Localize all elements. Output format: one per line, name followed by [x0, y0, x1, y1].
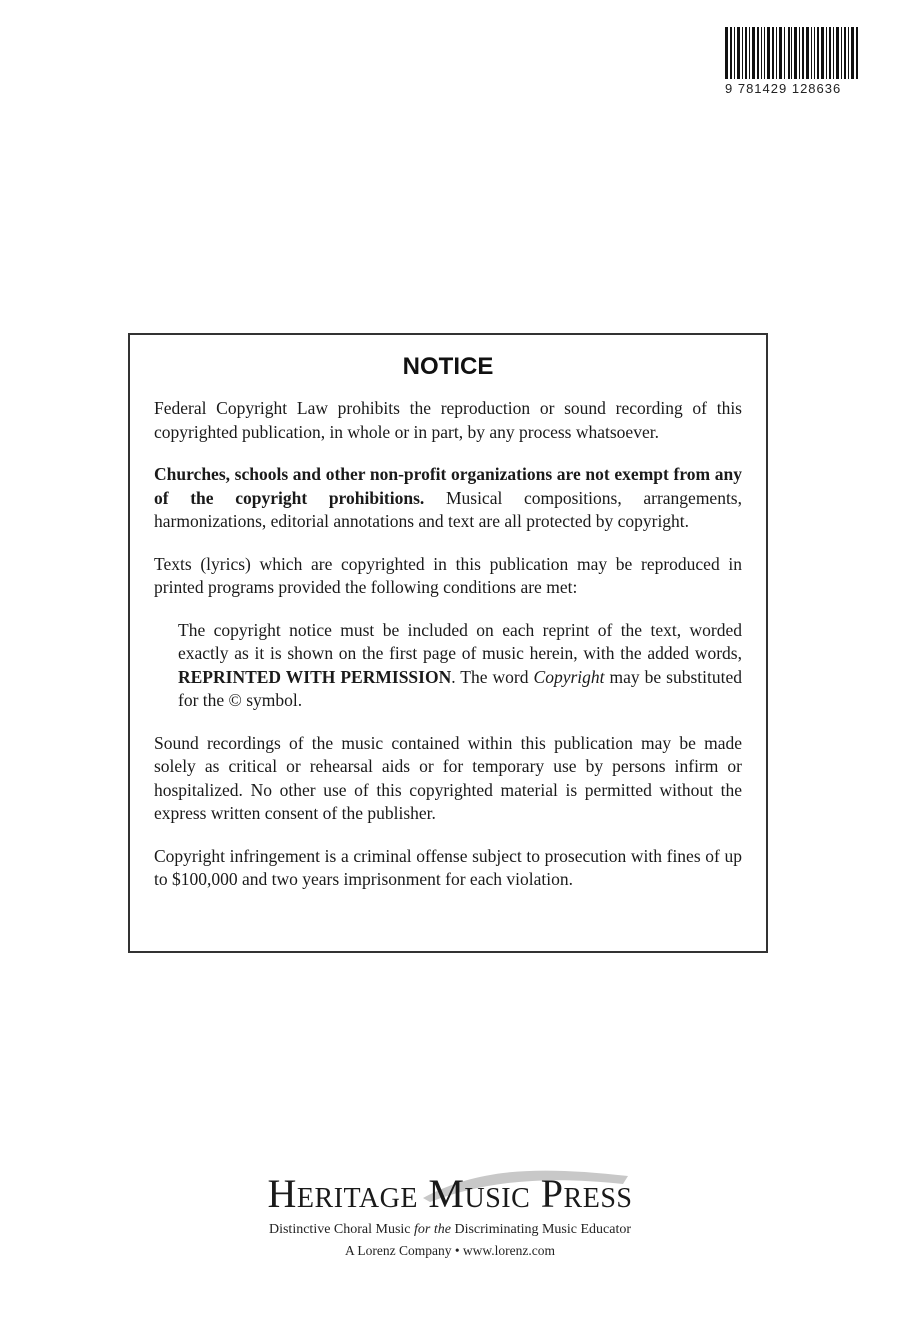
barcode-bar	[725, 27, 728, 79]
barcode-bar	[826, 27, 827, 79]
barcode-bar	[836, 27, 839, 79]
notice-title: NOTICE	[402, 353, 494, 380]
tagline-italic: for the	[414, 1222, 451, 1237]
barcode-bar	[752, 27, 755, 79]
publisher-footer	[0, 1170, 900, 1259]
barcode-bar	[776, 27, 777, 79]
protection-statement: Musical compositions, arrangements, harmonizations, editorial annotations and text are all protected by copyright.	[154, 487, 742, 531]
barcode-bar	[745, 27, 747, 79]
barcode-bar	[784, 27, 785, 79]
barcode-bar	[772, 27, 774, 79]
barcode-bar	[791, 27, 792, 79]
barcode-bar	[821, 27, 824, 79]
barcode-bar	[788, 27, 790, 79]
barcode-bar	[742, 27, 743, 79]
reprinted-with-permission: REPRINTED WITH PERMISSION	[178, 666, 452, 687]
barcode-bar	[761, 27, 762, 79]
notice-paragraph-2	[154, 463, 742, 534]
barcode-bar	[811, 27, 812, 79]
barcode-bar	[841, 27, 842, 79]
barcode-bar	[730, 27, 732, 79]
tagline-part-1: Distinctive Choral Music	[268, 1222, 415, 1237]
barcode-bar	[764, 27, 765, 79]
tagline-part-2: Discriminating Music Educator	[450, 1222, 632, 1237]
barcode-bar	[814, 27, 815, 79]
barcode-bar	[844, 27, 846, 79]
barcode-bar	[779, 27, 782, 79]
barcode-bar	[856, 27, 858, 79]
barcode-bar	[848, 27, 849, 79]
barcode-bar	[799, 27, 800, 79]
barcode-bars	[725, 27, 860, 79]
barcode	[725, 27, 865, 107]
copyright-word: Copyright	[533, 666, 605, 687]
publisher-logo	[268, 1170, 633, 1218]
reprint-condition-text-3: may be substituted for the © symbol.	[178, 666, 743, 710]
notice-box	[128, 333, 768, 953]
barcode-bar	[829, 27, 831, 79]
notice-paragraph-4	[154, 619, 742, 713]
company-line: A Lorenz Company • www.lorenz.com	[344, 1243, 556, 1258]
notice-paragraph-5: Sound recordings of the music contained within this publication may be made solely as critical or rehearsal aids or for temporary use by persons infirm or hospitalized. No other use of this copyrighted material is permitted without the express written consent of the publisher.	[154, 732, 742, 823]
barcode-bar	[802, 27, 804, 79]
barcode-bar	[734, 27, 735, 79]
reprint-condition-text: The copyright notice must be included on each reprint of the text, worded exactly as it is shown on the first page of music herein, with the added words,	[178, 619, 742, 663]
barcode-bar	[851, 27, 854, 79]
reprint-condition-text-2: . The word	[451, 666, 534, 687]
barcode-bar	[767, 27, 770, 79]
barcode-bar	[806, 27, 809, 79]
barcode-bar	[833, 27, 834, 79]
barcode-bar	[794, 27, 797, 79]
publisher-tagline	[0, 1222, 900, 1238]
notice-paragraph-6: Copyright infringement is a criminal offense subject to prosecution with fines of up to $100,000 and two years imprisonment for each violation.	[154, 845, 742, 889]
exemption-statement: Churches, schools and other non-profit organizations are not exempt from any of the copyright prohibitions.	[154, 464, 742, 508]
notice-paragraph-3: Texts (lyrics) which are copyrighted in this publication may be reproduced in printed programs provided the following conditions are met:	[154, 553, 742, 597]
publisher-name: Heritage Music Press	[267, 1171, 633, 1216]
barcode-bar	[737, 27, 740, 79]
notice-paragraph-1: Federal Copyright Law prohibits the reproduction or sound recording of this copyrighted publication, in whole or in part, by any process whatsoever.	[154, 398, 742, 442]
barcode-bar	[749, 27, 750, 79]
barcode-bar	[757, 27, 759, 79]
isbn-number: 9 781429 128636	[725, 81, 842, 96]
barcode-bar	[817, 27, 819, 79]
